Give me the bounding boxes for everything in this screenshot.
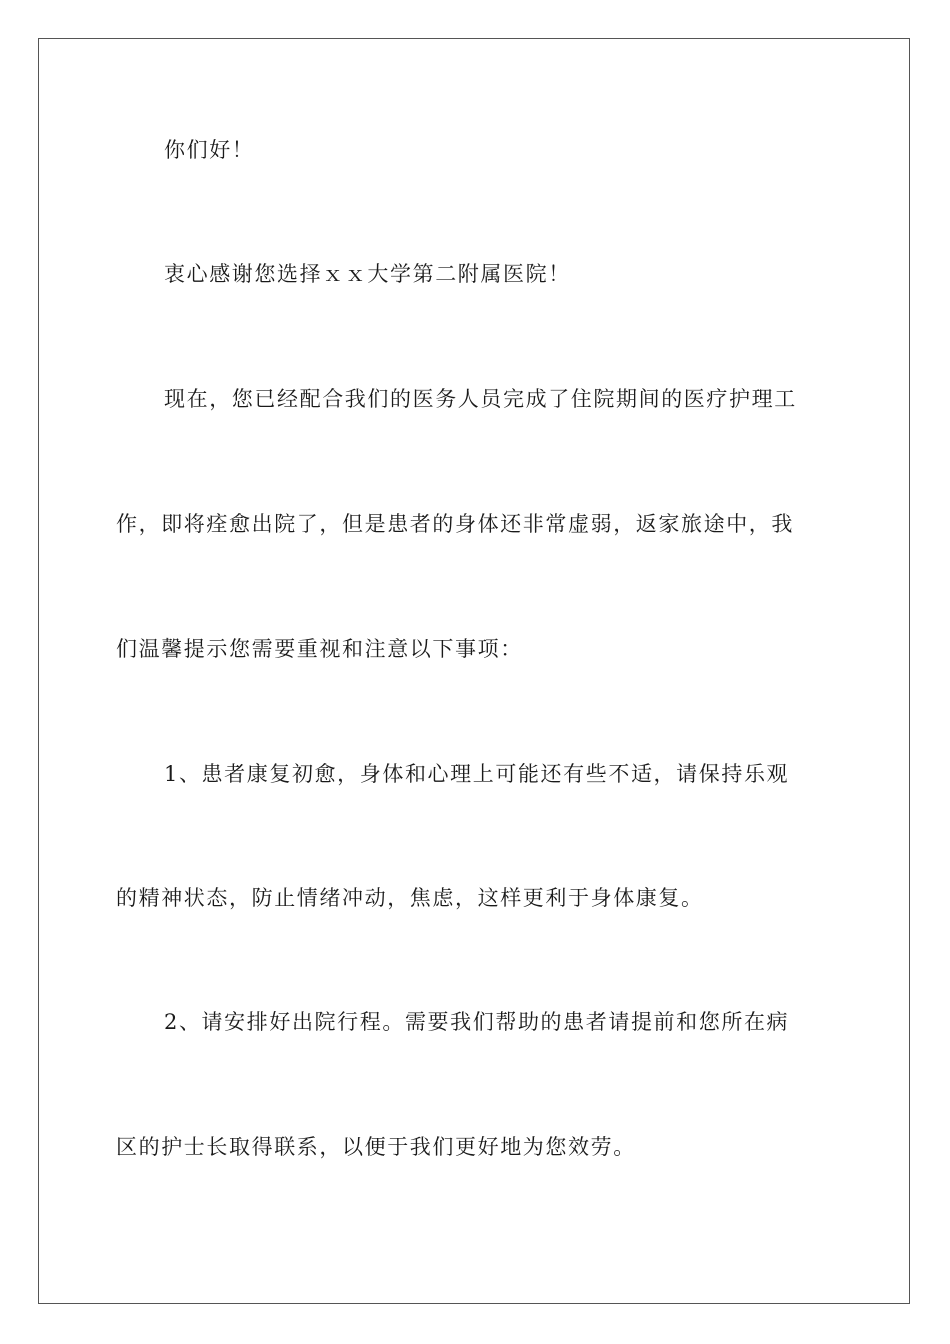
greeting: 你们好！ [164, 138, 255, 162]
thanks-line: 衷心感谢您选择ｘｘ大学第二附属医院！ [164, 262, 571, 286]
paragraph-line: 作，即将痊愈出院了，但是患者的身体还非常虚弱，返家旅途中，我 [116, 512, 794, 536]
list-item-1-line: 的精神状态，防止情绪冲动，焦虑，这样更利于身体康复。 [116, 886, 704, 910]
list-item-1-line: 1、患者康复初愈，身体和心理上可能还有些不适，请保持乐观 [164, 762, 790, 786]
paragraph-line: 们温馨提示您需要重视和注意以下事项： [116, 637, 523, 661]
paragraph-line: 现在，您已经配合我们的医务人员完成了住院期间的医疗护理工 [164, 387, 797, 411]
page-border [38, 38, 910, 1304]
list-item-2-line: 2、请安排好出院行程。需要我们帮助的患者请提前和您所在病 [164, 1010, 790, 1034]
list-item-2-line: 区的护士长取得联系，以便于我们更好地为您效劳。 [116, 1135, 636, 1159]
